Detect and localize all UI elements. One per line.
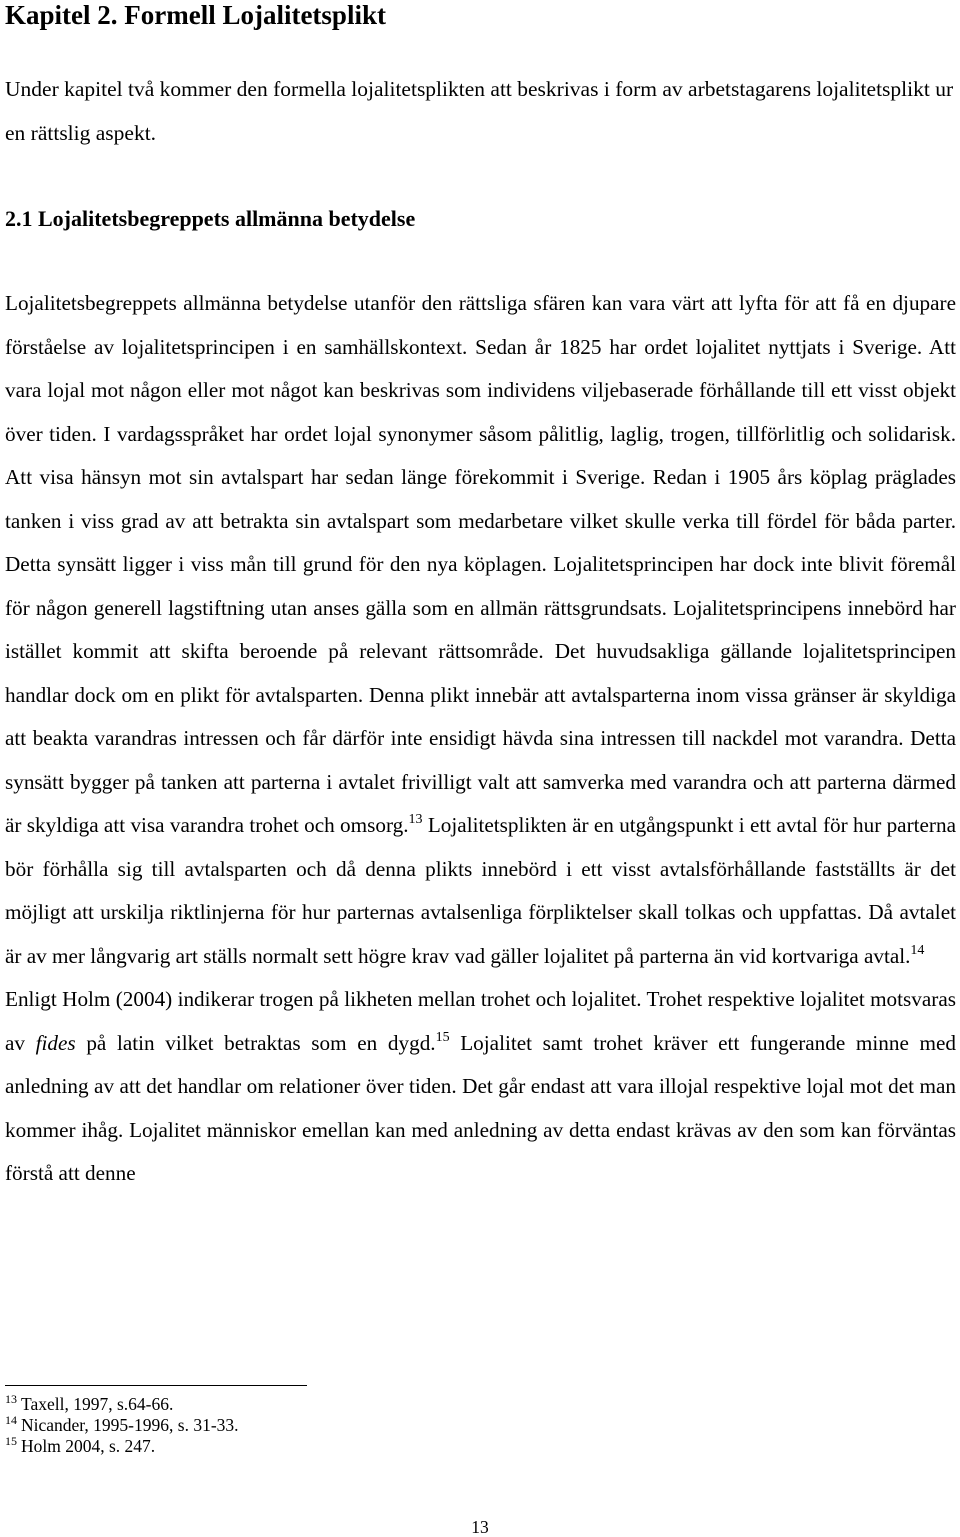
section-title: 2.1 Lojalitetsbegreppets allmänna betydelse [5, 206, 416, 231]
footnote-text: Holm 2004, s. 247. [21, 1436, 156, 1456]
footnote-ref-14: 14 [910, 942, 925, 958]
footnote-divider [5, 1385, 307, 1386]
chapter-title: Kapitel 2. Formell Lojalitetsplikt [5, 0, 386, 30]
body-text-segment: Lojalitetsbegreppets allmänna betydelse utanför den rättsliga sfären kan vara värt att lyfta för att få en djupare förståelse av lojalitetsprincipen i en samhällskontext. Sedan år 1825 har ordet lojalitet nyttjats i Sverige. Att vara lojal mot någon eller mot något kan beskrivas som individens viljebaserade förhållande till ett visst objekt över tiden. I vardagsspråket har ordet lojal synonymer såsom pålitlig, laglig, trogen, tillförlitlig och solidarisk. Att visa hänsyn mot sin avtalspart har sedan länge förekommit i Sverige. Redan i 1905 års köplag präglades tanken i viss grad av att betrakta sin avtalspart som medarbetare vilket skulle verka till fördel för båda parter. Detta synsätt ligger i viss mån till grund för den nya köplagen. Lojalitetsprincipen har dock inte blivit föremål för någon generell lagstiftning utan anses gälla som en allmän rättsgrundsats. Lojalitetsprincipens innebörd har istället kommit att skifta beroende på relevant rättsområde. Det huvudsakliga gällande lojalitetsprincipen handlar dock om en plikt för avtalsparten. Denna plikt innebär att avtalsparterna inom vissa gränser är skyldiga att beakta varandras intressen och får därför inte ensidigt hävda sina intressen till nackdel mot varandra. Detta synsätt bygger på tanken att parterna i avtalet frivilligt valt att samverka med varandra och att parterna därmed är skyldiga att visa varandra trohet och omsorg. [5, 291, 956, 837]
body-text-segment: Lojalitet samt trohet kräver ett fungerande minne med anledning av att det handlar om relationer över tiden. Det går endast att vara illojal respektive lojal mot det man kommer ihåg. Lojalitet människor emellan kan med anledning av detta endast krävas av den som kan förväntas förstå att denne [5, 1030, 956, 1185]
latin-term: fides [35, 1030, 76, 1055]
footnote-text: Nicander, 1995-1996, s. 31-33. [21, 1415, 239, 1435]
footnotes-list [5, 1394, 239, 1457]
footnote-item [5, 1394, 239, 1415]
body-text-segment: på latin vilket betraktas som en dygd. [75, 1030, 436, 1055]
footnote-number: 13 [5, 1392, 17, 1406]
body-text-segment: Enligt Holm (2004) indikerar trogen på likheten mellan trohet och lojalitet. Trohet respektive lojalitet motsvaras av [5, 987, 956, 1055]
footnote-ref-13: 13 [408, 812, 423, 827]
footnote-ref-15: 15 [435, 1029, 450, 1045]
body-paragraph [5, 282, 956, 1196]
footnote-number: 14 [5, 1413, 17, 1427]
footnote-item [5, 1436, 239, 1457]
footnote-text: Taxell, 1997, s.64-66. [21, 1394, 174, 1414]
body-text-segment: Lojalitetsplikten är en utgångspunkt i ett avtal för hur parterna bör förhålla sig till avtalsparten och då denna plikts innebörd i ett visst avtalsförhållande fastställts är det möjligt att urskilja riktlinjerna för hur parternas avtalsenliga förpliktelser skall tolkas och uppfattas. Då avtalet är av mer långvarig art ställs normalt sett högre krav vad gäller lojalitet på parterna än vid kortvariga avtal. [5, 813, 956, 968]
page-number: 13 [471, 1517, 489, 1537]
intro-paragraph: Under kapitel två kommer den formella lojalitetsplikten att beskrivas i form av arbetstagarens lojalitetsplikt ur en rättslig aspekt. [5, 77, 954, 145]
footnote-item [5, 1415, 239, 1436]
footnote-number: 15 [5, 1434, 17, 1448]
